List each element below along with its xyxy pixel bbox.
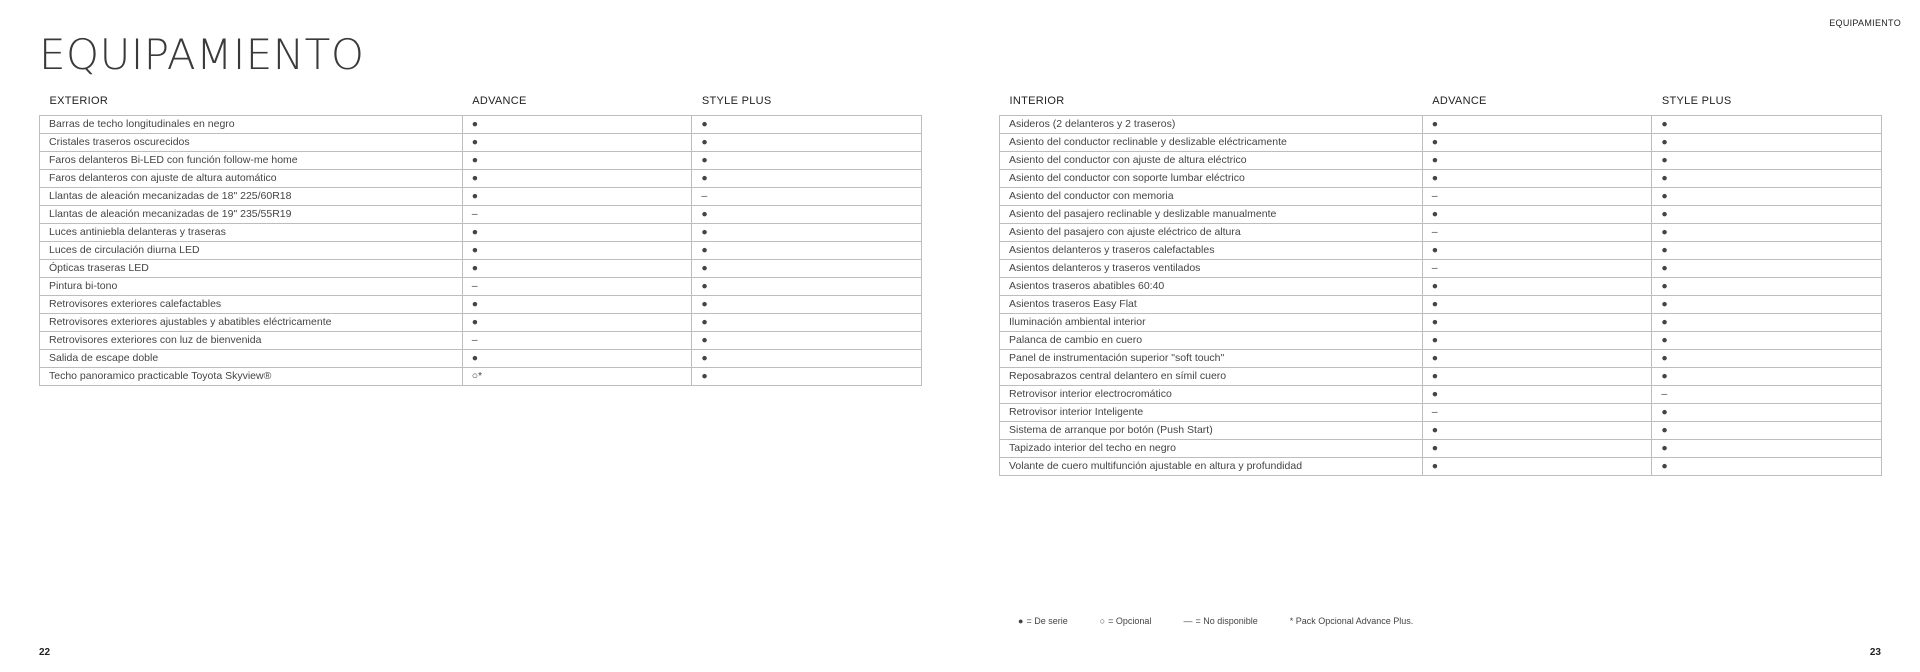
legend-text: * Pack Opcional Advance Plus. [1289, 616, 1414, 626]
table-row [1000, 331, 1882, 349]
style-plus-value: ● [1652, 169, 1882, 187]
table-row [1000, 439, 1882, 457]
page-number-left: 22 [39, 647, 51, 658]
style-plus-value: ● [1652, 313, 1882, 331]
feature-name: Techo panoramico practicable Toyota Skyview® [40, 367, 463, 385]
interior-table [999, 95, 1882, 476]
feature-name: Luces de circulación diurna LED [40, 241, 463, 259]
advance-value: ● [462, 241, 692, 259]
feature-name: Ópticas traseras LED [40, 259, 463, 277]
style-plus-value: ● [1652, 349, 1882, 367]
feature-name: Asientos traseros Easy Flat [1000, 295, 1423, 313]
table-row [1000, 421, 1882, 439]
style-plus-value: – [1652, 385, 1882, 403]
table-row [1000, 187, 1882, 205]
column-header-exterior: EXTERIOR [49, 95, 109, 107]
table-row [1000, 115, 1882, 133]
feature-name: Barras de techo longitudinales en negro [40, 115, 463, 133]
feature-name: Salida de escape doble [40, 349, 463, 367]
style-plus-value: ● [1652, 331, 1882, 349]
feature-name: Retrovisores exteriores ajustables y abatibles eléctricamente [40, 313, 463, 331]
page-number-right: 23 [1869, 647, 1881, 658]
page-title: EQUIPAMIENTO [39, 30, 365, 79]
feature-name: Asientos delanteros y traseros calefactables [1000, 241, 1423, 259]
style-plus-value: ● [692, 133, 922, 151]
feature-name: Pintura bi-tono [40, 277, 463, 295]
table-row [1000, 349, 1882, 367]
table-row [1000, 241, 1882, 259]
feature-name: Llantas de aleación mecanizadas de 18" 225/60R18 [40, 187, 463, 205]
table-header-row [1000, 95, 1882, 115]
style-plus-value: ● [692, 241, 922, 259]
advance-value: ● [462, 187, 692, 205]
table-row [1000, 313, 1882, 331]
advance-value: ● [462, 295, 692, 313]
style-plus-value: ● [1652, 205, 1882, 223]
table-row [40, 277, 922, 295]
advance-value: ● [1422, 349, 1652, 367]
table-header-row [40, 95, 922, 115]
style-plus-value: ● [1652, 115, 1882, 133]
advance-value: ● [1422, 241, 1652, 259]
style-plus-value: ● [692, 205, 922, 223]
table-row [40, 259, 922, 277]
style-plus-value: ● [1652, 403, 1882, 421]
table-row [1000, 169, 1882, 187]
style-plus-value: ● [1652, 457, 1882, 475]
advance-value: – [1422, 223, 1652, 241]
legend-item-unavailable [1183, 616, 1257, 626]
feature-name: Asiento del conductor con memoria [1000, 187, 1423, 205]
advance-value: ● [1422, 313, 1652, 331]
advance-value: ● [462, 115, 692, 133]
dash-icon: — [1183, 616, 1193, 626]
advance-value: ● [462, 169, 692, 187]
table-row [40, 151, 922, 169]
feature-name: Iluminación ambiental interior [1000, 313, 1423, 331]
feature-name: Sistema de arranque por botón (Push Start) [1000, 421, 1423, 439]
advance-value: – [462, 331, 692, 349]
feature-name: Asideros (2 delanteros y 2 traseros) [1000, 115, 1423, 133]
advance-value: ● [462, 133, 692, 151]
feature-name: Asiento del conductor con soporte lumbar eléctrico [1000, 169, 1423, 187]
advance-value: ● [1422, 331, 1652, 349]
advance-value: – [1422, 403, 1652, 421]
feature-name: Faros delanteros Bi-LED con función follow-me home [40, 151, 463, 169]
table-row [40, 115, 922, 133]
feature-name: Asientos traseros abatibles 60:40 [1000, 277, 1423, 295]
advance-value: ● [1422, 367, 1652, 385]
table-row [40, 295, 922, 313]
table-row [1000, 403, 1882, 421]
table-row [40, 313, 922, 331]
table-row [1000, 151, 1882, 169]
style-plus-value: ● [692, 331, 922, 349]
table-row [40, 187, 922, 205]
column-header-advance: ADVANCE [1432, 95, 1487, 107]
style-plus-value: ● [1652, 295, 1882, 313]
feature-name: Reposabrazos central delantero en símil cuero [1000, 367, 1423, 385]
column-header-style-plus: STYLE PLUS [1661, 95, 1732, 107]
advance-value: ● [1422, 133, 1652, 151]
style-plus-value: ● [1652, 151, 1882, 169]
style-plus-value: ● [692, 349, 922, 367]
table-row [1000, 133, 1882, 151]
feature-name: Asiento del conductor reclinable y deslizable eléctricamente [1000, 133, 1423, 151]
hollow-circle-icon: ○ [1099, 616, 1106, 626]
table-row [40, 331, 922, 349]
legend-item-pack [1290, 616, 1414, 626]
style-plus-value: ● [1652, 277, 1882, 295]
table-row [40, 205, 922, 223]
advance-value: – [462, 277, 692, 295]
advance-value: ● [1422, 205, 1652, 223]
feature-name: Asiento del pasajero con ajuste eléctrico de altura [1000, 223, 1423, 241]
section-label: EQUIPAMIENTO [1829, 18, 1901, 28]
table-row [1000, 367, 1882, 385]
table-row [40, 349, 922, 367]
style-plus-value: ● [692, 223, 922, 241]
legend-text: = No disponible [1195, 616, 1258, 626]
advance-value: ● [462, 313, 692, 331]
style-plus-value: ● [692, 313, 922, 331]
style-plus-value: ● [692, 169, 922, 187]
style-plus-value: – [692, 187, 922, 205]
legend-text: = De serie [1026, 616, 1068, 626]
feature-name: Retrovisor interior electrocromático [1000, 385, 1423, 403]
column-header-interior: INTERIOR [1009, 95, 1065, 107]
advance-value: ● [462, 349, 692, 367]
style-plus-value: ● [692, 277, 922, 295]
column-header-advance: ADVANCE [472, 95, 527, 107]
style-plus-value: ● [1652, 367, 1882, 385]
feature-name: Asientos delanteros y traseros ventilados [1000, 259, 1423, 277]
advance-value: ● [1422, 115, 1652, 133]
table-row [1000, 457, 1882, 475]
advance-value: – [1422, 187, 1652, 205]
legend [1018, 616, 1445, 626]
advance-value: ○* [462, 367, 692, 385]
style-plus-value: ● [692, 151, 922, 169]
feature-name: Tapizado interior del techo en negro [1000, 439, 1423, 457]
exterior-table [39, 95, 922, 386]
advance-value: ● [1422, 169, 1652, 187]
advance-value: ● [1422, 151, 1652, 169]
feature-name: Retrovisores exteriores calefactables [40, 295, 463, 313]
table-row [1000, 223, 1882, 241]
advance-value: ● [1422, 457, 1652, 475]
feature-name: Asiento del pasajero reclinable y deslizable manualmente [1000, 205, 1423, 223]
style-plus-value: ● [1652, 133, 1882, 151]
legend-item-standard [1018, 616, 1068, 626]
advance-value: ● [462, 223, 692, 241]
style-plus-value: ● [692, 115, 922, 133]
table-row [40, 367, 922, 385]
feature-name: Cristales traseros oscurecidos [40, 133, 463, 151]
advance-value: – [462, 205, 692, 223]
table-row [40, 223, 922, 241]
table-row [1000, 205, 1882, 223]
feature-name: Asiento del conductor con ajuste de altura eléctrico [1000, 151, 1423, 169]
style-plus-value: ● [692, 367, 922, 385]
feature-name: Llantas de aleación mecanizadas de 19" 235/55R19 [40, 205, 463, 223]
table-row [40, 133, 922, 151]
table-row [40, 169, 922, 187]
table-row [40, 241, 922, 259]
style-plus-value: ● [1652, 439, 1882, 457]
advance-value: ● [1422, 439, 1652, 457]
style-plus-value: ● [1652, 223, 1882, 241]
feature-name: Panel de instrumentación superior "soft touch" [1000, 349, 1423, 367]
filled-dot-icon: ● [1018, 616, 1024, 626]
legend-text: = Opcional [1108, 616, 1152, 626]
advance-value: ● [462, 259, 692, 277]
advance-value: ● [462, 151, 692, 169]
legend-item-optional [1100, 616, 1152, 626]
feature-name: Palanca de cambio en cuero [1000, 331, 1423, 349]
advance-value: ● [1422, 385, 1652, 403]
table-row [1000, 385, 1882, 403]
table-row [1000, 295, 1882, 313]
column-header-style-plus: STYLE PLUS [701, 95, 772, 107]
feature-name: Faros delanteros con ajuste de altura automático [40, 169, 463, 187]
advance-value: ● [1422, 421, 1652, 439]
table-row [1000, 259, 1882, 277]
advance-value: ● [1422, 295, 1652, 313]
style-plus-value: ● [1652, 187, 1882, 205]
style-plus-value: ● [692, 259, 922, 277]
advance-value: – [1422, 259, 1652, 277]
style-plus-value: ● [1652, 259, 1882, 277]
feature-name: Luces antiniebla delanteras y traseras [40, 223, 463, 241]
style-plus-value: ● [1652, 241, 1882, 259]
feature-name: Retrovisores exteriores con luz de bienvenida [40, 331, 463, 349]
table-row [1000, 277, 1882, 295]
style-plus-value: ● [1652, 421, 1882, 439]
style-plus-value: ● [692, 295, 922, 313]
advance-value: ● [1422, 277, 1652, 295]
feature-name: Volante de cuero multifunción ajustable en altura y profundidad [1000, 457, 1423, 475]
feature-name: Retrovisor interior Inteligente [1000, 403, 1423, 421]
